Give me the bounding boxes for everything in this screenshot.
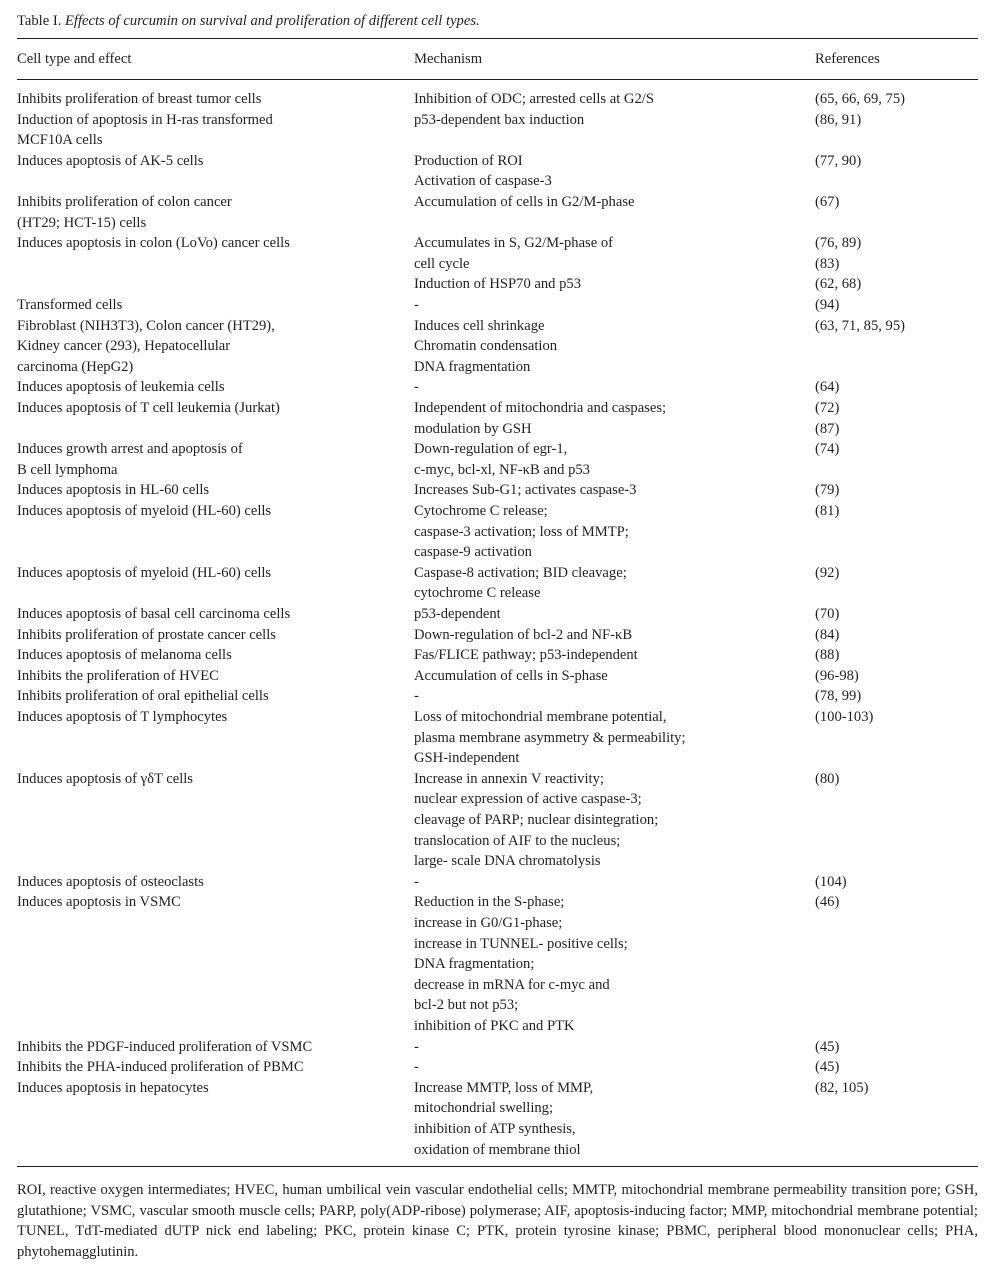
- table-footnote: ROI, reactive oxygen intermediates; HVEC, human umbilical vein vascular endothelial cells; MMTP, mitochondrial membrane permeability transition pore; GSH, glutathione; VSMC, vascular smooth muscle cells; PARP, poly(ADP-ribose) polymerase; AIF, apoptosis-inducing factor; MMP, mitochondrial membrane potential; TUNEL, TdT-mediated dUTP nick end labeling; PKC, protein kinase C; PTK, protein tyrosine kinase; PBMC, peripheral blood mononuclear cells; PHA, phytohemagglutinin.: [17, 1182, 978, 1260]
- cell-type-line: Induces apoptosis of myeloid (HL-60) cells: [17, 503, 272, 519]
- header-rule: [17, 79, 978, 80]
- references-line: (63, 71, 85, 95): [815, 317, 905, 334]
- cell-type-line: Induces apoptosis of basal cell carcinoma cells: [17, 606, 291, 622]
- references-cell: [815, 480, 975, 501]
- cell-type-cell: [17, 892, 407, 913]
- references-line: (65, 66, 69, 75): [815, 91, 905, 107]
- references-line: (46): [815, 894, 840, 911]
- references-cell: [815, 769, 975, 790]
- cell-type-line: Induces apoptosis of T lymphocytes: [17, 709, 228, 725]
- cell-type-cell: [17, 1078, 407, 1099]
- mechanism-line: p53-dependent bax induction: [414, 111, 585, 128]
- mechanism-cell: [414, 1037, 804, 1058]
- mechanism-line: DNA fragmentation: [414, 358, 531, 375]
- mechanism-line: -: [414, 297, 419, 313]
- table-caption: [17, 13, 480, 30]
- mechanism-line: Induction of HSP70 and p53: [414, 276, 582, 293]
- mechanism-line: Accumulation of cells in G2/M-phase: [414, 194, 635, 210]
- references-line: (79): [815, 482, 840, 499]
- references-line: (45): [815, 1038, 840, 1055]
- cell-type-cell: [17, 377, 407, 398]
- references-cell: [815, 625, 975, 646]
- mechanism-cell: [414, 377, 804, 398]
- header-references: References: [815, 51, 880, 67]
- mechanism-line: Induces cell shrinkage: [414, 317, 545, 334]
- mechanism-line: caspase-3 activation; loss of MMTP;: [414, 523, 629, 540]
- references-line: (88): [815, 647, 840, 664]
- caption-label: Table I.: [17, 13, 66, 29]
- references-line: (83): [815, 255, 840, 272]
- mechanism-cell: [414, 480, 804, 501]
- cell-type-line: Inhibits proliferation of oral epithelial cells: [17, 688, 269, 705]
- cell-type-line: Induces apoptosis of T cell leukemia (Jurkat): [17, 400, 280, 416]
- cell-type-line: Inhibits proliferation of breast tumor cells: [17, 91, 262, 107]
- mechanism-line: nuclear expression of active caspase-3;: [414, 791, 642, 808]
- mechanism-line: Increases Sub-G1; activates caspase-3: [414, 482, 637, 499]
- references-line: (72): [815, 400, 840, 416]
- references-cell: [815, 439, 975, 460]
- mechanism-line: Independent of mitochondria and caspases;: [414, 400, 667, 416]
- mechanism-line: Activation of caspase-3: [414, 173, 552, 190]
- references-cell: [815, 110, 975, 131]
- mechanism-line: caspase-9 activation: [414, 544, 532, 561]
- cell-type-line: Induces growth arrest and apoptosis of: [17, 441, 243, 458]
- references-cell: [815, 295, 975, 336]
- cell-type-cell: [17, 1037, 407, 1058]
- mechanism-line: -: [414, 688, 419, 705]
- mechanism-line: large- scale DNA chromatolysis: [414, 853, 601, 870]
- mechanism-line: Inhibition of ODC; arrested cells at G2/S: [414, 91, 654, 107]
- mechanism-line: inhibition of ATP synthesis,: [414, 1120, 576, 1137]
- cell-type-line: Induces apoptosis in colon (LoVo) cancer cells: [17, 235, 290, 252]
- mechanism-line: increase in TUNNEL- positive cells;: [414, 935, 628, 952]
- cell-type-cell: [17, 480, 407, 501]
- mechanism-line: translocation of AIF to the nucleus;: [414, 832, 621, 849]
- references-line: (77, 90): [815, 152, 862, 169]
- mechanism-line: Cytochrome C release;: [414, 503, 548, 519]
- mechanism-cell: [414, 110, 804, 131]
- cell-type-line: (HT29; HCT-15) cells: [17, 214, 147, 231]
- references-line: (74): [815, 441, 840, 458]
- references-line: (92): [815, 564, 840, 581]
- mechanism-line: decrease in mRNA for c-myc and: [414, 976, 610, 993]
- cell-type-cell: [17, 89, 407, 110]
- cell-type-line: Inhibits the proliferation of HVEC: [17, 667, 219, 684]
- cell-type-line: Inhibits the PHA-induced proliferation of PBMC: [17, 1059, 304, 1076]
- cell-type-cell: [17, 645, 407, 666]
- references-cell: [815, 872, 975, 893]
- mechanism-line: Caspase-8 activation; BID cleavage;: [414, 564, 627, 581]
- cell-type-cell: [17, 686, 407, 707]
- mechanism-line: DNA fragmentation;: [414, 956, 535, 973]
- cell-type-line: Induces apoptosis of osteoclasts: [17, 873, 204, 890]
- cell-type-cell: [17, 110, 407, 151]
- cell-type-cell: [17, 872, 407, 893]
- mechanism-cell: [414, 666, 804, 687]
- references-line: (86, 91): [815, 111, 862, 128]
- cell-type-line: Fibroblast (NIH3T3), Colon cancer (HT29),: [17, 317, 275, 334]
- mechanism-line: Increase MMTP, loss of MMP,: [414, 1079, 594, 1096]
- mechanism-cell: [414, 769, 804, 872]
- references-line: (78, 99): [815, 688, 862, 705]
- mechanism-cell: [414, 295, 804, 377]
- mechanism-line: mitochondrial swelling;: [414, 1100, 554, 1117]
- cell-type-cell: [17, 192, 407, 233]
- caption-text: Effects of curcumin on survival and proliferation of different cell types.: [65, 13, 480, 29]
- references-cell: [815, 1057, 975, 1078]
- mechanism-line: -: [414, 1059, 419, 1076]
- references-line: (80): [815, 770, 840, 787]
- references-line: (87): [815, 420, 840, 437]
- mechanism-line: inhibition of PKC and PTK: [414, 1017, 575, 1034]
- mechanism-cell: [414, 151, 804, 192]
- references-line: (94): [815, 297, 840, 313]
- cell-type-cell: [17, 625, 407, 646]
- cell-type-cell: [17, 295, 407, 377]
- cell-type-cell: [17, 666, 407, 687]
- references-line: (96-98): [815, 667, 859, 684]
- mechanism-line: Production of ROI: [414, 152, 523, 169]
- references-cell: [815, 604, 975, 625]
- mechanism-cell: [414, 563, 804, 604]
- mechanism-cell: [414, 604, 804, 625]
- mechanism-line: Down-regulation of egr-1,: [414, 441, 568, 458]
- mechanism-line: Reduction in the S-phase;: [414, 894, 565, 911]
- references-cell: [815, 1037, 975, 1058]
- references-cell: [815, 398, 975, 439]
- mechanism-line: Chromatin condensation: [414, 338, 558, 355]
- references-cell: [815, 563, 975, 584]
- references-line: (84): [815, 626, 840, 643]
- mechanism-cell: [414, 872, 804, 893]
- mechanism-cell: [414, 645, 804, 666]
- cell-type-cell: [17, 501, 407, 522]
- mechanism-line: modulation by GSH: [414, 420, 532, 437]
- mechanism-line: oxidation of membrane thiol: [414, 1141, 581, 1158]
- mechanism-cell: [414, 233, 804, 295]
- cell-type-cell: [17, 439, 407, 480]
- mechanism-line: plasma membrane asymmetry & permeability;: [414, 729, 686, 746]
- references-line: (100-103): [815, 709, 874, 725]
- cell-type-cell: [17, 769, 407, 790]
- references-line: (70): [815, 606, 840, 622]
- references-cell: [815, 233, 975, 295]
- header-mechanism: Mechanism: [414, 51, 483, 67]
- cell-type-line: Induction of apoptosis in H-ras transformed: [17, 111, 273, 128]
- cell-type-line: Induces apoptosis in hepatocytes: [17, 1079, 209, 1096]
- references-line: (82, 105): [815, 1079, 869, 1096]
- mechanism-cell: [414, 1078, 804, 1160]
- mechanism-line: bcl-2 but not p53;: [414, 997, 519, 1014]
- cell-type-line: Induces apoptosis of leukemia cells: [17, 379, 225, 396]
- cell-type-line: Induces apoptosis of myeloid (HL-60) cells: [17, 564, 272, 581]
- references-cell: [815, 892, 975, 913]
- mechanism-line: Accumulates in S, G2/M-phase of: [414, 235, 614, 252]
- cell-type-line: Induces apoptosis in VSMC: [17, 894, 181, 911]
- cell-type-line: Induces apoptosis of γδT cells: [17, 770, 193, 787]
- references-line: (76, 89): [815, 235, 862, 252]
- mechanism-cell: [414, 439, 804, 480]
- mechanism-line: Down-regulation of bcl-2 and NF-κB: [414, 626, 633, 643]
- mechanism-line: Loss of mitochondrial membrane potential,: [414, 709, 667, 725]
- mechanism-line: p53-dependent: [414, 606, 501, 622]
- references-cell: [815, 707, 975, 728]
- references-cell: [815, 666, 975, 687]
- references-line: (45): [815, 1059, 840, 1076]
- cell-type-cell: [17, 398, 407, 419]
- cell-type-line: MCF10A cells: [17, 132, 103, 149]
- cell-type-line: Kidney cancer (293), Hepatocellular: [17, 338, 231, 355]
- mechanism-cell: [414, 1057, 804, 1078]
- mechanism-line: -: [414, 379, 419, 396]
- mechanism-cell: [414, 89, 804, 110]
- cell-type-line: carcinoma (HepG2): [17, 358, 134, 375]
- references-cell: [815, 686, 975, 707]
- mechanism-cell: [414, 398, 804, 439]
- mechanism-line: Increase in annexin V reactivity;: [414, 770, 604, 787]
- mechanism-cell: [414, 192, 804, 213]
- cell-type-line: Induces apoptosis of AK-5 cells: [17, 152, 204, 169]
- mechanism-cell: [414, 501, 804, 563]
- cell-type-cell: [17, 604, 407, 625]
- references-line: (67): [815, 194, 840, 210]
- mechanism-line: Accumulation of cells in S-phase: [414, 667, 608, 684]
- mechanism-cell: [414, 625, 804, 646]
- mechanism-line: cytochrome C release: [414, 585, 541, 602]
- references-cell: [815, 89, 975, 110]
- mechanism-line: increase in G0/G1-phase;: [414, 914, 563, 931]
- top-rule: [17, 38, 978, 39]
- references-cell: [815, 151, 975, 172]
- cell-type-line: Inhibits the PDGF-induced proliferation of VSMC: [17, 1038, 313, 1055]
- mechanism-line: c-myc, bcl-xl, NF-κB and p53: [414, 461, 590, 478]
- header-cell-type: Cell type and effect: [17, 51, 132, 67]
- mechanism-line: -: [414, 873, 419, 890]
- references-cell: [815, 377, 975, 398]
- cell-type-cell: [17, 707, 407, 728]
- bottom-rule: [17, 1166, 978, 1167]
- references-line: (62, 68): [815, 276, 862, 293]
- mechanism-cell: [414, 707, 804, 769]
- cell-type-line: B cell lymphoma: [17, 461, 118, 478]
- references-line: (81): [815, 503, 840, 519]
- cell-type-line: Induces apoptosis in HL-60 cells: [17, 482, 210, 499]
- references-cell: [815, 645, 975, 666]
- mechanism-cell: [414, 686, 804, 707]
- cell-type-cell: [17, 563, 407, 584]
- cell-type-cell: [17, 1057, 407, 1078]
- mechanism-line: Fas/FLICE pathway; p53-independent: [414, 647, 638, 664]
- mechanism-line: GSH-independent: [414, 750, 520, 767]
- cell-type-line: Inhibits proliferation of prostate cancer cells: [17, 626, 276, 643]
- cell-type-line: Transformed cells: [17, 297, 123, 313]
- cell-type-cell: [17, 233, 407, 254]
- cell-type-cell: [17, 151, 407, 172]
- references-cell: [815, 192, 975, 213]
- references-line: (64): [815, 379, 840, 396]
- references-cell: [815, 501, 975, 522]
- references-cell: [815, 1078, 975, 1099]
- mechanism-line: -: [414, 1038, 419, 1055]
- cell-type-line: Induces apoptosis of melanoma cells: [17, 647, 232, 664]
- cell-type-line: Inhibits proliferation of colon cancer: [17, 194, 232, 210]
- references-line: (104): [815, 873, 847, 890]
- mechanism-line: cleavage of PARP; nuclear disintegration;: [414, 811, 659, 828]
- mechanism-cell: [414, 892, 804, 1036]
- mechanism-line: cell cycle: [414, 255, 470, 272]
